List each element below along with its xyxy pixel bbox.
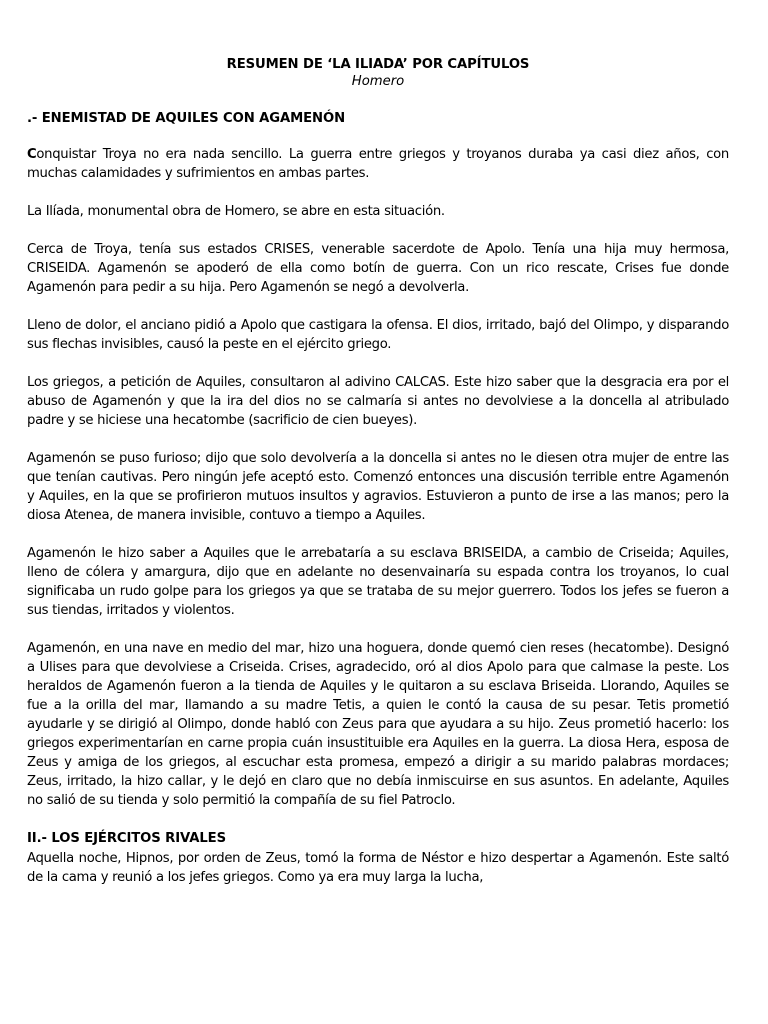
section-heading: II.- LOS EJÉRCITOS RIVALES: [27, 831, 226, 846]
document-author: Homero: [351, 74, 405, 89]
paragraph: Aquella noche, Hipnos, por orden de Zeus, tomó la forma de Néstor e hizo despertar a Agamenón. Este saltó de la cama y reunió a los jefes griegos. Como ya era muy larga la lucha,: [27, 851, 729, 885]
paragraph: Agamenón se puso furioso; dijo que solo devolvería a la doncella si antes no le diesen otra mujer de entre las que tenían cautivas. Pero ningún jefe aceptó esto. Comenzó entonces una discusión terrible entre Agamenón y Aquiles, en la que se profirieron mutuos insultos y agravios. Estuvieron a punto de irse a las manos; pero la diosa Atenea, de manera invisible, contuvo a tiempo a Aquiles.: [27, 451, 729, 523]
drop-cap-letter: C: [27, 147, 37, 162]
document-title: RESUMEN DE ‘LA ILIADA’ POR CAPÍTULOS: [226, 57, 530, 72]
paragraph-text: onquistar Troya no era nada sencillo. La guerra entre griegos y troyanos duraba ya casi diez años, con muchas calamidades y sufrimientos en ambas partes.: [27, 147, 729, 181]
paragraph: Cerca de Troya, tenía sus estados CRISES, venerable sacerdote de Apolo. Tenía una hija muy hermosa, CRISEIDA. Agamenón se apoderó de ella como botín de guerra. Con un rico rescate, Crises fue donde Agamenón para pedir a su hija. Pero Agamenón se negó a devolverla.: [27, 242, 729, 295]
section-heading: .- ENEMISTAD DE AQUILES CON AGAMENÓN: [27, 111, 346, 126]
paragraph: Lleno de dolor, el anciano pidió a Apolo que castigara la ofensa. El dios, irritado, bajó del Olimpo, y disparando sus flechas invisibles, causó la peste en el ejército griego.: [27, 318, 729, 352]
paragraph: Los griegos, a petición de Aquiles, consultaron al adivino CALCAS. Este hizo saber que la desgracia era por el abuso de Agamenón y que la ira del dios no se calmaría si antes no devolviese a la doncella al atribulado padre y se hiciese una hecatombe (sacrificio de cien bueyes).: [27, 375, 729, 428]
paragraph: La Ilíada, monumental obra de Homero, se abre en esta situación.: [27, 204, 445, 219]
paragraph: Agamenón le hizo saber a Aquiles que le arrebataría a su esclava BRISEIDA, a cambio de Criseida; Aquiles, lleno de cólera y amargura, dijo que en adelante no desenvainaría su espada contra los troyanos, lo cual significaba un rudo golpe para los griegos ya que se trataba de su mejor guerrero. Todos los jefes se fueron a sus tiendas, irritados y violentos.: [27, 546, 729, 618]
document-body: [27, 56, 729, 887]
paragraph: Agamenón, en una nave en medio del mar, hizo una hoguera, donde quemó cien reses (hecatombe). Designó a Ulises para que devolviese a Criseida. Crises, agradecido, oró al dios Apolo para que calmase la peste. Los heraldos de Agamenón fueron a la tienda de Aquiles y le quitaron a su esclava Briseida. Llorando, Aquiles se fue a la orilla del mar, llamando a su madre Tetis, a quien le contó la causa de su pesar. Tetis prometió ayudarle y se dirigió al Olimpo, donde habló con Zeus para que ayudara a su hijo. Zeus prometió hacerlo: los griegos experimentarían en carne propia cuán insustituible era Aquiles en la guerra. La diosa Hera, esposa de Zeus y amiga de los griegos, al escuchar esta promesa, empezó a dirigir a su marido palabras mordaces; Zeus, irritado, la hizo callar, y le dejó en claro que no debía inmiscuirse en sus asuntos. En adelante, Aquiles no salió de su tienda y solo permitió la compañía de su fiel Patroclo.: [27, 641, 729, 808]
paragraph: [27, 145, 729, 183]
